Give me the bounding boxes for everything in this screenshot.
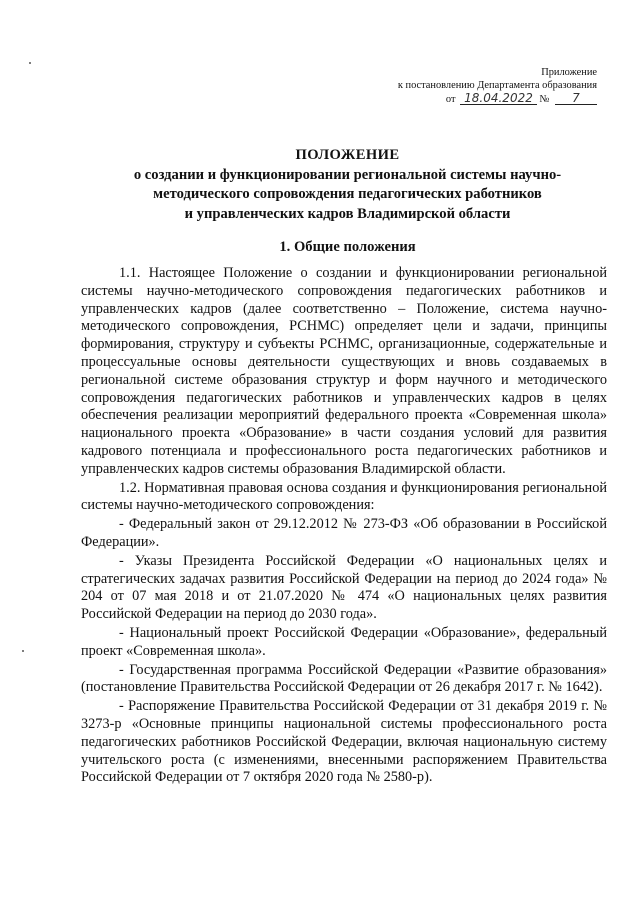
number-prefix: № [539, 94, 550, 105]
appendix-label: Приложение [541, 67, 597, 78]
title-line-1: о создании и функционировании региональной системы научно- [133, 166, 562, 183]
list-item-government-order: - Распоряжение Правительства Российской Федерации от 31 декабря 2019 г. № 3273-р «Основные принципы национальной системы профессионального роста педагогических работников Российской Федерации, включая национальную систему учительского роста (с изменениями, внесенными распоряжением Правительства Российской Федерации от 7 октября 2020 года № 2580-р). [81, 698, 607, 786]
list-item-state-program: - Государственная программа Российской Федерации «Развитие образования» (постановление Правительства Российской Федерации от 26 декабря 2017 г. № 1642). [81, 661, 607, 696]
title-line-2: методического сопровождения педагогических работников [153, 186, 542, 202]
list-item-presidential-decrees: - Указы Президента Российской Федерации «О национальных целях и стратегических задачах развития Российской Федерации на период до 2024 года» № 204 от 07 мая 2018 и от 21.07.2020 № 474 «О национальных целях развития Российской Федерации на период до 2030 года». [81, 552, 607, 623]
document-body [81, 265, 607, 787]
date-prefix: от [445, 94, 456, 105]
list-item-national-project: - Национальный проект Российской Федерации «Образование», федеральный проект «Современная школа». [81, 624, 607, 659]
paragraph-1-2: 1.2. Нормативная правовая основа создания и функционирования региональной системы научно-методического сопровождения: [81, 479, 607, 514]
section-heading: 1. Общие положения [279, 239, 416, 255]
paragraph-1-1: 1.1. Настоящее Положение о создании и функционировании региональной системы научно-методического сопровождения педагогических работников и управленческих кадров (далее соответственно – Положение, система научно-методического сопровождения, РСНМС) определяет цели и задачи, принципы формирования, структуру и субъекты РСНМС, организационные, содержательные и процессуальные основы деятельности существующих и вновь создаваемых в региональной системе образования структур и форм научного и методического сопровождения педагогических работников и управленческих кадров в целях обеспечения реализации мероприятий федерального проекта «Современная школа» национального проекта «Образование» в части создания условий для развития кадрового потенциала и профессионального роста педагогических работников и управленческих кадров системы образования Владимирской области. [81, 265, 607, 477]
appendix-reference: к постановлению Департамента образования [397, 80, 597, 91]
handwritten-date: 18.04.2022 [460, 92, 537, 105]
scan-speck [22, 650, 24, 652]
title-main: ПОЛОЖЕНИЕ [295, 147, 400, 163]
order-date-line [398, 92, 597, 106]
handwritten-number: 7 [555, 92, 597, 105]
scan-speck [29, 62, 31, 64]
title-line-3: и управленческих кадров Владимирской области [184, 205, 511, 222]
appendix-header [398, 66, 597, 106]
list-item-federal-law: - Федеральный закон от 29.12.2012 № 273-ФЗ «Об образовании в Российской Федерации». [81, 516, 607, 550]
document-title [60, 146, 635, 224]
